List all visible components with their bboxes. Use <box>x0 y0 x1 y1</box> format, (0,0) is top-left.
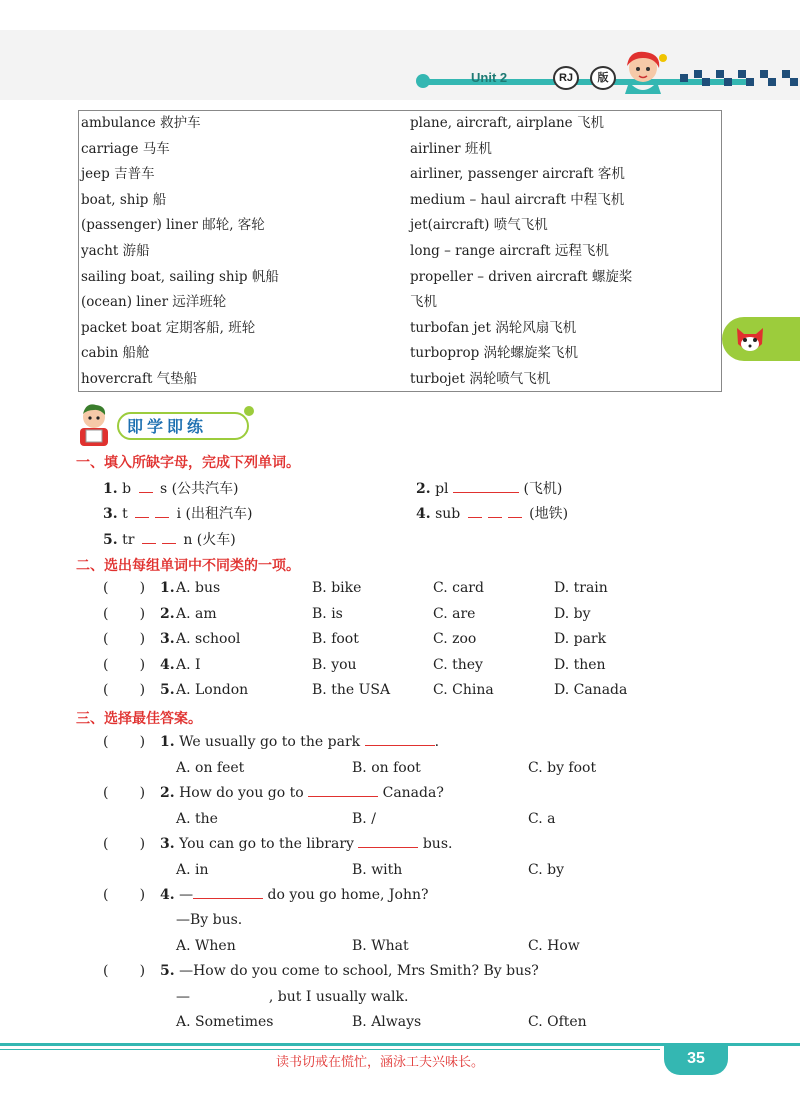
fill-item-4: 4. sub (地铁) <box>416 506 569 522</box>
answer-blank[interactable] <box>162 532 176 544</box>
paren-answer[interactable]: ( ) <box>103 887 146 903</box>
answer-blank[interactable] <box>142 532 156 544</box>
vocab-item: medium – haul aircraft 中程飞机 <box>410 191 625 208</box>
answer-blank[interactable] <box>508 506 522 518</box>
vocab-item: yacht 游船 <box>81 242 150 259</box>
vocab-item: 飞机 <box>410 294 437 311</box>
question-3: 3. You can go to the library bus. <box>160 836 453 852</box>
fill-item-1: 1. b s (公共汽车) <box>103 481 239 497</box>
section-2-title: 二、选出每组单词中不同类的一项。 <box>76 558 300 574</box>
header-band <box>0 30 800 100</box>
vocab-item: jeep 吉普车 <box>81 166 155 183</box>
option-a: A. When <box>176 938 236 954</box>
question-number: 2. <box>160 606 175 622</box>
fill-item-2: 2. pl (飞机) <box>416 481 563 497</box>
answer-blank[interactable] <box>135 506 149 518</box>
footer-rule-thin <box>0 1049 660 1050</box>
answer-blank[interactable] <box>139 481 153 493</box>
question-number: 4. <box>160 657 175 673</box>
paren-answer[interactable]: ( ) <box>103 682 146 698</box>
vocab-item: airliner, passenger aircraft 客机 <box>410 166 625 183</box>
vocab-column-left <box>81 111 401 393</box>
edition-badge-ban: 版 <box>590 66 616 90</box>
banner-title: 即学即练 <box>127 417 208 436</box>
option-d: D. by <box>554 606 591 622</box>
option-a: A. school <box>176 631 241 647</box>
option-b: B. Always <box>352 1014 422 1030</box>
option-c: C. they <box>433 657 483 673</box>
fox-mascot-icon <box>734 322 766 356</box>
option-a: A. I <box>176 657 201 673</box>
option-d: D. train <box>554 580 608 596</box>
vocab-item: turbofan jet 涡轮风扇飞机 <box>410 319 577 336</box>
option-c: C. How <box>528 938 580 954</box>
checkered-pattern <box>680 70 800 86</box>
paren-answer[interactable]: ( ) <box>103 963 146 979</box>
header-rule-cap <box>416 74 430 88</box>
vocab-item: (passenger) liner 邮轮, 客轮 <box>81 217 265 234</box>
option-c: C. by foot <box>528 760 597 776</box>
option-c: C. by <box>528 862 564 878</box>
option-a: A. the <box>176 811 218 827</box>
vocab-item: hovercraft 气垫船 <box>81 370 198 387</box>
option-a: A. Sometimes <box>176 1014 274 1030</box>
paren-answer[interactable]: ( ) <box>103 734 146 750</box>
option-c: C. card <box>433 580 484 596</box>
question-number: 5. <box>160 682 175 698</box>
option-a: A. in <box>176 862 209 878</box>
paren-answer[interactable]: ( ) <box>103 657 146 673</box>
vocab-item: plane, aircraft, airplane 飞机 <box>410 115 604 131</box>
page-number: 35 <box>664 1043 728 1075</box>
option-c: C. a <box>528 811 556 827</box>
practice-banner <box>72 402 257 448</box>
answer-blank[interactable] <box>194 989 264 1001</box>
mascot-girl-icon <box>615 48 671 98</box>
vocab-item: turbojet 涡轮喷气飞机 <box>410 370 551 387</box>
vocabulary-table <box>78 110 722 392</box>
question-4-reply: —By bus. <box>176 912 243 928</box>
option-b: B. / <box>352 811 376 827</box>
banner-dot <box>244 406 254 416</box>
question-2: 2. How do you go to Canada? <box>160 785 444 801</box>
vocab-item: propeller – driven aircraft 螺旋桨 <box>410 268 633 285</box>
answer-blank[interactable] <box>468 506 482 518</box>
answer-blank[interactable] <box>453 481 519 493</box>
option-c: C. China <box>433 682 494 698</box>
option-a: A. bus <box>176 580 221 596</box>
unit-label: Unit 2 <box>471 70 508 85</box>
vocab-item: long – range aircraft 远程飞机 <box>410 242 609 259</box>
question-5: 5. —How do you come to school, Mrs Smith? By bus? <box>160 963 539 979</box>
option-b: B. What <box>352 938 409 954</box>
vocab-item: ambulance 救护车 <box>81 115 201 131</box>
paren-answer[interactable]: ( ) <box>103 631 146 647</box>
section-1-title: 一、填入所缺字母，完成下列单词。 <box>76 455 300 471</box>
answer-blank[interactable] <box>193 887 263 899</box>
vocab-item: (ocean) liner 远洋班轮 <box>81 294 227 311</box>
vocab-item: jet(aircraft) 喷气飞机 <box>410 217 548 234</box>
option-b: B. the USA <box>312 682 391 698</box>
vocab-item: carriage 马车 <box>81 140 170 157</box>
option-b: B. bike <box>312 580 362 596</box>
answer-blank[interactable] <box>365 734 435 746</box>
option-b: B. on foot <box>352 760 421 776</box>
option-b: B. you <box>312 657 357 673</box>
edition-badge-rj: RJ <box>553 66 579 90</box>
option-b: B. with <box>352 862 403 878</box>
answer-blank[interactable] <box>358 836 418 848</box>
answer-blank[interactable] <box>308 785 378 797</box>
question-1: 1. We usually go to the park . <box>160 734 440 750</box>
question-5-reply: — , but I usually walk. <box>176 989 409 1005</box>
footer-motto: 读书切戒在慌忙，涵泳工夫兴味长。 <box>276 1055 485 1070</box>
option-b: B. is <box>312 606 343 622</box>
option-a: A. am <box>176 606 217 622</box>
option-c: C. zoo <box>433 631 477 647</box>
vocab-item: sailing boat, sailing ship 帆船 <box>81 268 279 285</box>
vocab-item: cabin 船舱 <box>81 345 150 362</box>
vocab-item: turboprop 涡轮螺旋桨飞机 <box>410 345 578 362</box>
paren-answer[interactable]: ( ) <box>103 836 146 852</box>
paren-answer[interactable]: ( ) <box>103 785 146 801</box>
paren-answer[interactable]: ( ) <box>103 606 146 622</box>
child-reading-icon <box>72 402 116 448</box>
option-d: D. park <box>554 631 607 647</box>
vocab-column-right <box>410 111 720 393</box>
vocab-item: packet boat 定期客船, 班轮 <box>81 319 256 336</box>
paren-answer[interactable]: ( ) <box>103 580 146 596</box>
option-a: A. London <box>176 682 249 698</box>
option-b: B. foot <box>312 631 359 647</box>
answer-blank[interactable] <box>155 506 169 518</box>
answer-blank[interactable] <box>488 506 502 518</box>
fill-item-5: 5. tr n (火车) <box>103 532 236 548</box>
option-c: C. Often <box>528 1014 587 1030</box>
fill-item-3: 3. t i (出租汽车) <box>103 506 253 522</box>
question-4: 4. — do you go home, John? <box>160 887 429 903</box>
vocab-item: airliner 班机 <box>410 140 492 157</box>
section-3-title: 三、选择最佳答案。 <box>76 711 202 727</box>
option-d: D. then <box>554 657 606 673</box>
vocab-item: boat, ship 船 <box>81 191 167 208</box>
option-a: A. on feet <box>176 760 245 776</box>
option-c: C. are <box>433 606 476 622</box>
option-d: D. Canada <box>554 682 628 698</box>
question-number: 3. <box>160 631 175 647</box>
question-number: 1. <box>160 580 175 596</box>
